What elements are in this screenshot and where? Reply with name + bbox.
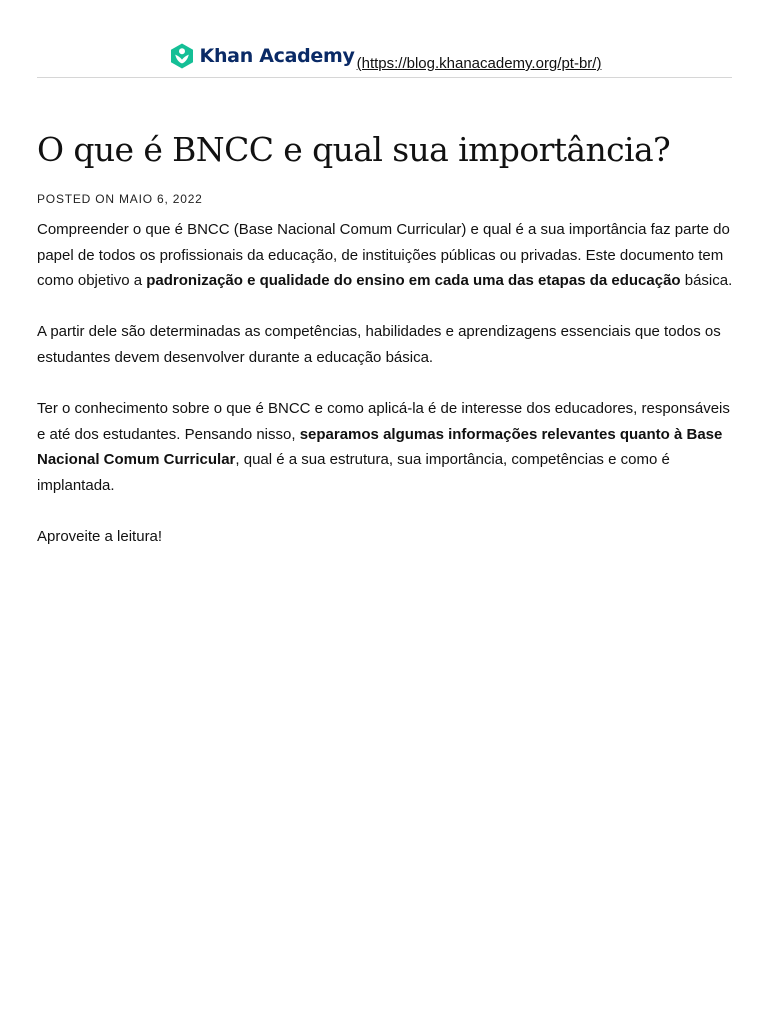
- article-body: [37, 217, 737, 575]
- paragraph-competencies: A partir dele são determinadas as competências, habilidades e aprendizagens essenciais que todos os estudantes devem desenvolver durante a educação básica.: [37, 323, 721, 366]
- paragraph-intro-bold: padronização e qualidade do ensino em cada uma das etapas da educação: [146, 272, 681, 290]
- khan-academy-logo[interactable]: [168, 41, 355, 71]
- paragraph-closing: Aproveite a leitura!: [37, 527, 163, 545]
- paragraph-knowledge-end: , qual é a sua estrutura, sua importância, competências e como é implantada.: [37, 451, 670, 494]
- blog-url-link[interactable]: (https://blog.khanacademy.org/pt-br/): [356, 55, 602, 72]
- paragraph-knowledge-bold: separamos algumas informações relevantes quanto à Base Nacional Comum Curricular: [37, 425, 723, 469]
- paragraph-intro: [37, 217, 737, 294]
- article-title: O que é BNCC e qual sua importância?: [37, 130, 671, 169]
- paragraph-intro-text: Compreender o que é BNCC (Base Nacional Comum Curricular) e qual é a sua importância faz parte do papel de todos os profissionais da educação, de instituições públicas ou privadas. Este documento tem como objetivo a: [37, 221, 730, 290]
- khan-academy-hexagon-icon: [168, 42, 196, 70]
- site-header: [37, 38, 732, 78]
- paragraph-knowledge: [37, 396, 737, 498]
- brand-name: Khan Academy: [199, 45, 355, 67]
- paragraph-knowledge-text: Ter o conhecimento sobre o que é BNCC e como aplicá-la é de interesse dos educadores, responsáveis e até dos estudantes. Pensando nisso,: [37, 399, 730, 443]
- posted-date: POSTED ON MAIO 6, 2022: [37, 192, 203, 206]
- paragraph-intro-end: básica.: [680, 272, 733, 290]
